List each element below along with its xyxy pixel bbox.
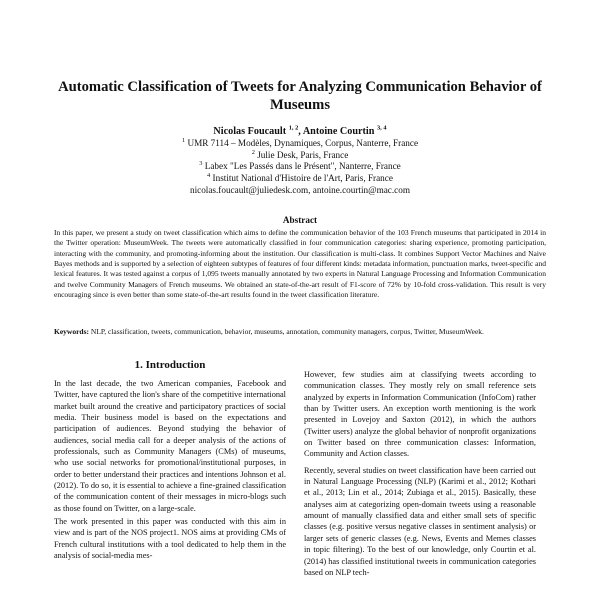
affiliation-1-sup: 1 (181, 136, 186, 144)
affiliation-3-text: Labex "Les Passés dans le Présent", Nanterre, France (204, 161, 401, 172)
author-separator: , (298, 126, 303, 137)
affiliation-4-text: Institut National d'Histoire de l'Art, Paris, France (212, 173, 393, 184)
author-1-sup: 1, 2 (288, 124, 299, 132)
section-heading-introduction: 1. Introduction (134, 359, 206, 371)
affiliation-2-text: Julie Desk, Paris, France (257, 149, 349, 160)
abstract-heading: Abstract (282, 215, 318, 225)
abstract-text: In this paper, we present a study on tweet classification which aims to define the communication behavior of the 103 French museums that participated in 2014 in the Twitter operation: MuseumWeek. The tweets were automatically classified in four communication categories: sharing experience, promoting participation, interacting with the community, and promoting-informing about the institution. Our classification is multi-class. It combines Support Vector Machines and Naive Bayes methods and is supported by a selection of eighteen subtypes of features of four different kinds: metadata information, punctuation marks, tweet-specific and lexical features. It was tested against a corpus of 1,095 tweets manually annotated by two experts in Natural Language Processing and Information Communication and twelve Community Managers of French museums. We obtained an state-of-the-art result of F1-score of 72% by 10-fold cross-validation. This result is very encouraging since is even better than some state-of-the-art results found in the tweet classification literature. (54, 228, 546, 300)
right-paragraph-1: However, few studies aim at classifying tweets according to communication classes. They mostly rely on small reference sets analyzed by experts in Information Communication (InfoCom) rather than by Twitter users. An exception worth mentioning is the work presented in Lovejoy and Saxton (2012), in which the authors (Twitter users) analyze the global behavior of nonprofit organizations on Twitter based on three communication classes: Information, Community and Action classes. (304, 370, 536, 459)
author-block (40, 126, 560, 197)
author-2-sup: 3, 4 (376, 124, 387, 132)
right-paragraph-2: Recently, several studies on tweet classification have been carried out in Natural Language Processing (NLP) (Karimi et al., 2012; Kothari et al., 2013; Lin et al., 2014; Zubiaga et al., 2015). Basically, these analyses aim at categorizing open-domain tweets using a reasonable amount of manually classified data and either small sets of specific classes (e.g. positive versus negative classes in sentiment analysis) or larger sets of generic classes (e.g. News, Events and Memes classes in topic filtering). To the best of our knowledge, only Courtin et al. (2014) has classified institutional tweets in communication categories based on NLP tech- (304, 465, 536, 577)
intro-paragraph-2: The work presented in this paper was conducted with this aim in view and is part of the NOS project1. NOS aims at providing CMs of French cultural institutions with a tool dedicated to help them in the analysis of social-media mes- (54, 517, 286, 561)
author-emails: nicolas.foucault@juliedesk.com, antoine.courtin@mac.com (189, 184, 410, 195)
paper-title: Automatic Classification of Tweets for Analyzing Communication Behavior of Museums (58, 79, 542, 113)
affiliation-4-sup: 4 (207, 172, 211, 180)
right-column (304, 369, 536, 578)
author-1: Nicolas Foucault (213, 126, 287, 137)
keywords (54, 327, 546, 337)
affiliation-1 (40, 138, 560, 150)
affiliation-4 (40, 173, 560, 185)
author-names (40, 126, 560, 138)
affiliation-1-text: UMR 7114 – Modèles, Dynamiques, Corpus, Nanterre, France (187, 137, 419, 148)
intro-paragraph-1: In the last decade, the two American companies, Facebook and Twitter, have captured the lion's share of the competitive international market built around the creative and participatory practices of social media. Their business model is based on the expectations and participation of audiences. Beyond studying the behavior of audiences, social media call for a deeper analysis of the actions of professionals, such as Community Managers (CMs) of museums, who use social networks for promotional/institutional purposes, in order to better understand their practices and intentions Johnson et al. (2012). To do so, it is essential to achieve a fine-grained classification of the communication content of their messages in micro-blogs such as those found on Twitter, on a large-scale. (54, 379, 286, 513)
affiliation-2-sup: 2 (251, 148, 255, 156)
keywords-text: NLP, classification, tweets, communication, behavior, museums, annotation, community managers, corpus, Twitter, MuseumWeek. (90, 327, 484, 336)
affiliation-2 (40, 150, 560, 162)
affiliation-3 (40, 161, 560, 173)
keywords-label: Keywords: (54, 327, 89, 336)
left-column (54, 358, 286, 562)
author-2: Antoine Courtin (302, 126, 375, 137)
affiliation-3-sup: 3 (199, 160, 203, 168)
